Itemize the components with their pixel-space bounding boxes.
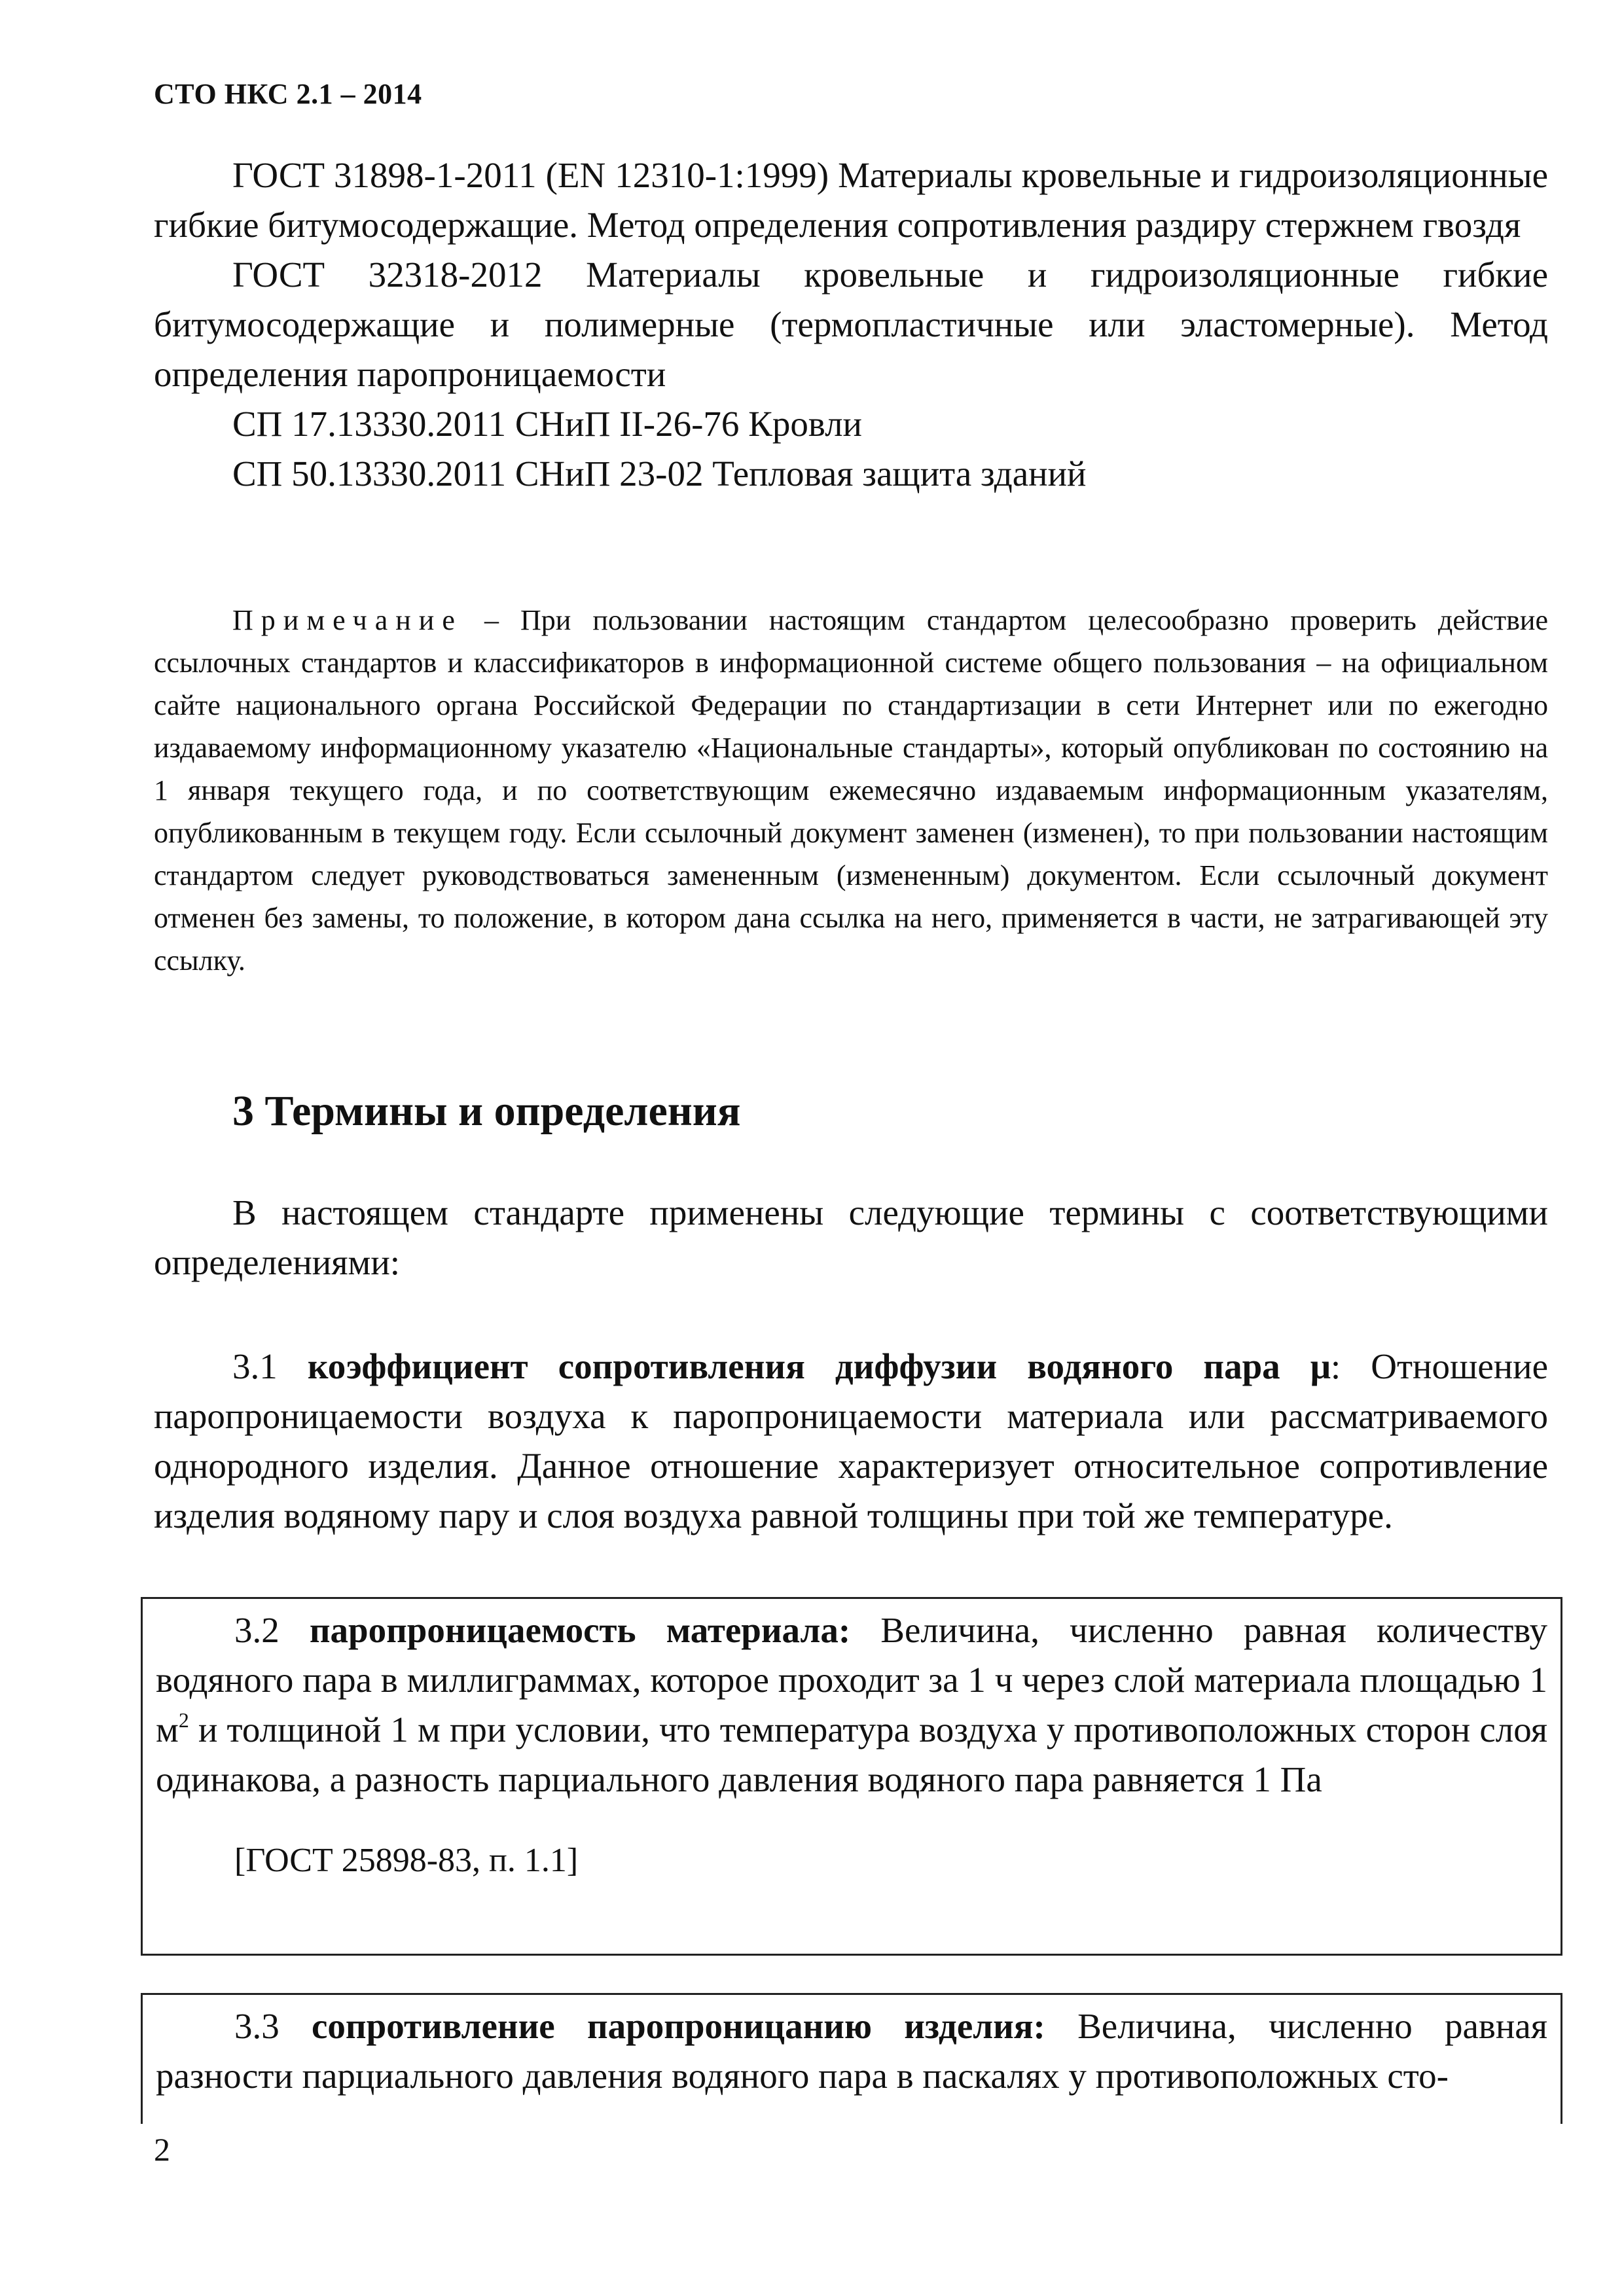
intro-paragraph: В настоящем стандарте применены следующие термины с соответствующими определениями: [154, 1193, 1548, 1282]
term-name: паропроницаемость материала: [309, 1610, 851, 1650]
term-definition: Величина, численно равная разности парциального давления водяного пара в паскалях у противоположных сто- [156, 2006, 1548, 2096]
section-intro [154, 1188, 1548, 1287]
note-paragraph [154, 599, 1548, 982]
term-paragraph [156, 2001, 1547, 2101]
superscript-exponent: 2 [178, 1708, 189, 1732]
term-3-1 [154, 1342, 1548, 1541]
document-code-header: СТО НКС 2.1 – 2014 [154, 78, 422, 110]
section-title: 3 Термины и определения [232, 1087, 741, 1135]
term-name: сопротивление паропроницанию изделия: [312, 2006, 1045, 2046]
term-paragraph [154, 1342, 1548, 1541]
term-definition-part1: Величина, численно равная количеству водяного пара в миллиграммах, которое проходит за 1 ч через слой материала площадью 1 м [156, 1610, 1548, 1749]
term-separator: : [1330, 1346, 1341, 1386]
reference-item: СП 17.13330.2011 СНиП II-26-76 Кровли [232, 404, 862, 444]
term-name: коэффициент сопротивления диффузии водяного пара μ [307, 1346, 1331, 1386]
term-number: 3.1 [232, 1346, 278, 1386]
reference-item: ГОСТ 31898-1-2011 (EN 12310-1:1999) Материалы кровельные и гидроизоляционные гибкие битумосодержащие. Метод определения сопротивления раздиру стержнем гвоздя [154, 155, 1548, 245]
page-number: 2 [154, 2131, 170, 2168]
term-3-2-box [141, 1597, 1562, 1956]
term-number: 3.3 [234, 2006, 280, 2046]
term-source-reference: [ГОСТ 25898-83, п. 1.1] [234, 1842, 579, 1879]
normative-references-list [154, 151, 1548, 499]
term-paragraph [156, 1605, 1547, 1804]
term-definition: Отношение паропроницаемости воздуха к паропроницаемости материала или рассматриваемого однородного изделия. Данное отношение характеризует относительное сопротивление изделия водяному пару и слоя воздуха равной толщины при той же температуре. [154, 1346, 1549, 1535]
reference-item: ГОСТ 32318-2012 Материалы кровельные и гидроизоляционные гибкие битумосодержащие и полимерные (термопластичные или эластомерные). Метод определения паропроницаемости [154, 255, 1548, 394]
note-text: – При пользовании настоящим стандартом целесообразно проверить действие ссылочных стандартов и классификаторов в информационной системе общего пользования – на официальном сайте национального органа Российской Федерации по стандартизации в сети Интернет или по ежегодно издаваемому информационному указателю «Национальные стандарты», который опубликован по состоянию на 1 января текущего года, и по соответствующим ежемесячно издаваемым информационным указателям, опубликованным в текущем году. Если ссылочный документ заменен (изменен), то при пользовании настоящим стандартом следует руководствоваться замененным (измененным) документом. Если ссылочный документ отменен без замены, то положение, в котором дана ссылка на него, применяется в части, не затрагивающей эту ссылку. [154, 604, 1548, 977]
term-number: 3.2 [234, 1610, 280, 1650]
reference-item: СП 50.13330.2011 СНиП 23-02 Тепловая защита зданий [232, 454, 1087, 493]
term-definition-part2: и толщиной 1 м при условии, что температура воздуха у противоположных сторон слоя одинакова, а разность парциального давления водяного пара равняется 1 Па [156, 1710, 1547, 1799]
note-label: Примечание [232, 604, 463, 636]
term-3-3-box [141, 1993, 1562, 2124]
